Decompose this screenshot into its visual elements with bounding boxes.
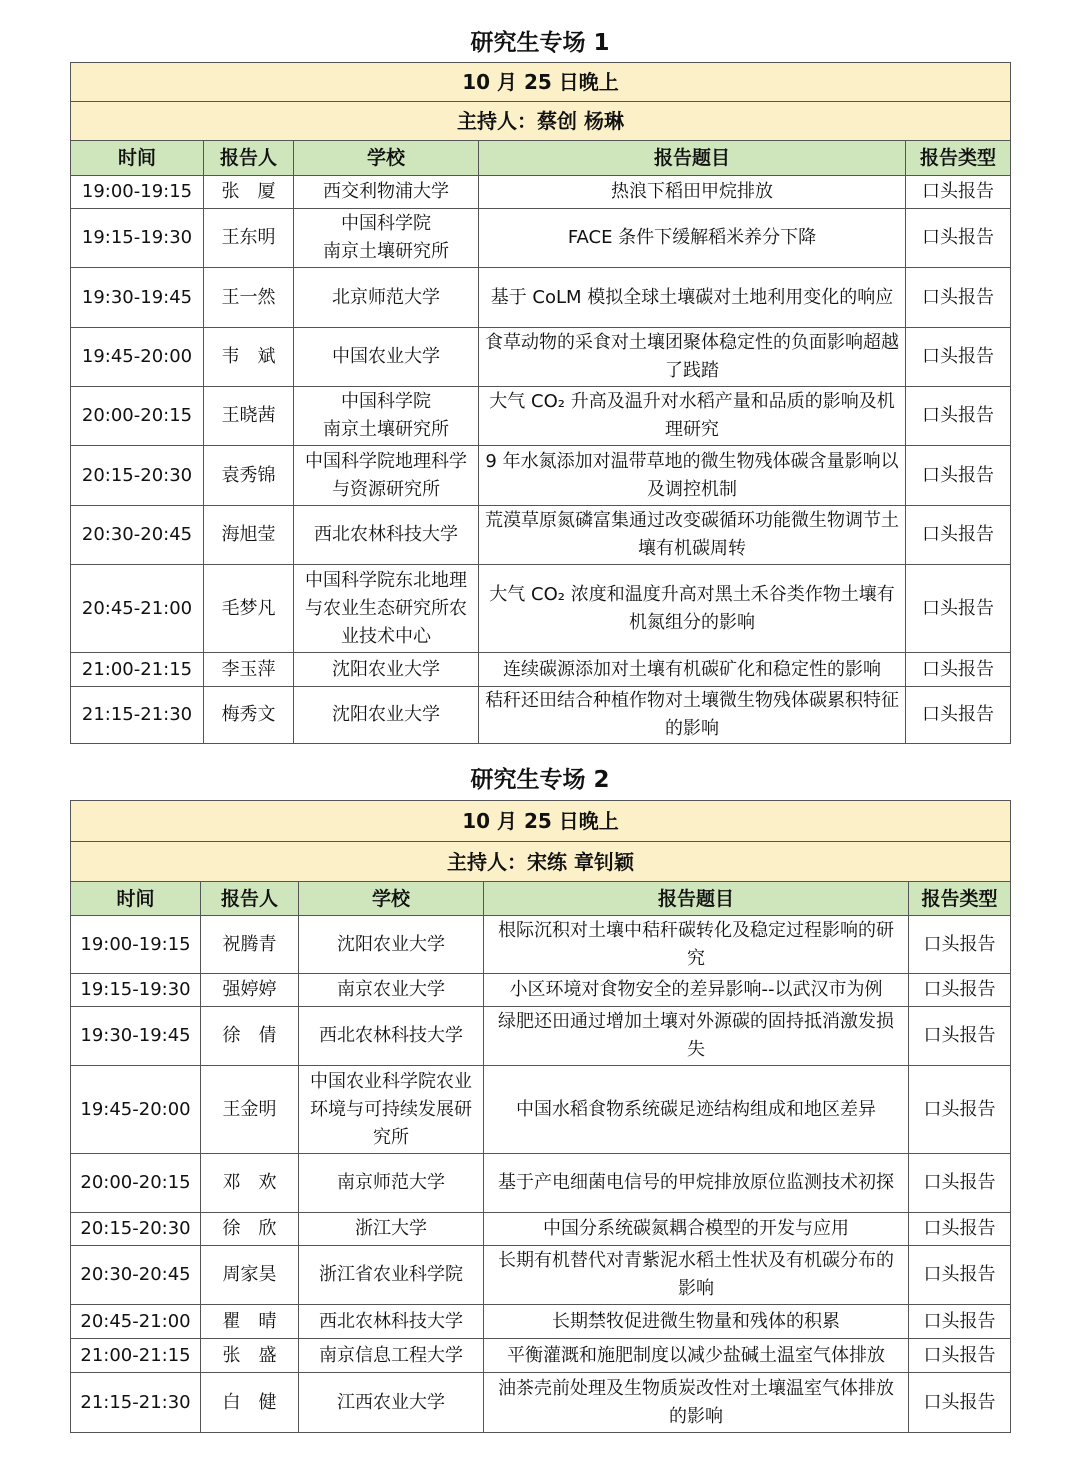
row-school: 中国科学院东北地理与农业生态研究所农业技术中心 — [294, 565, 479, 653]
row-topic: 平衡灌溉和施肥制度以减少盐碱土温室气体排放 — [484, 1339, 909, 1373]
row-topic: 绿肥还田通过增加土壤对外源碳的固持抵消激发损失 — [484, 1007, 909, 1066]
row-time: 20:30-20:45 — [71, 1246, 201, 1305]
table-row — [71, 446, 1011, 506]
row-speaker: 强婷婷 — [201, 974, 299, 1007]
row-topic: 秸秆还田结合种植作物对土壤微生物残体碳累积特征的影响 — [479, 687, 906, 744]
row-school: 南京师范大学 — [299, 1154, 484, 1213]
row-type: 口头报告 — [906, 506, 1011, 565]
row-time: 19:00-19:15 — [71, 176, 204, 209]
row-topic: 热浪下稻田甲烷排放 — [479, 176, 906, 209]
row-school: 中国科学院地理科学与资源研究所 — [294, 446, 479, 506]
table-row — [71, 1213, 1011, 1246]
row-speaker: 韦 斌 — [204, 328, 294, 387]
row-school: 南京信息工程大学 — [299, 1339, 484, 1373]
col-header-time: 时间 — [71, 882, 201, 916]
session-title: 研究生专场 2 — [470, 767, 610, 793]
row-topic: 中国分系统碳氮耦合模型的开发与应用 — [484, 1213, 909, 1246]
row-time: 20:15-20:30 — [71, 446, 204, 506]
row-speaker: 祝腾青 — [201, 916, 299, 974]
table-row — [71, 974, 1011, 1007]
row-type: 口头报告 — [906, 565, 1011, 653]
row-speaker: 王晓茜 — [204, 387, 294, 446]
row-time: 21:15-21:30 — [71, 1373, 201, 1433]
row-school: 北京师范大学 — [294, 268, 479, 328]
col-header-speaker: 报告人 — [204, 141, 294, 176]
row-type: 口头报告 — [909, 1339, 1011, 1373]
row-school: 浙江省农业科学院 — [299, 1246, 484, 1305]
row-topic: 小区环境对食物安全的差异影响--以武汉市为例 — [484, 974, 909, 1007]
row-topic: 长期有机替代对青紫泥水稻土性状及有机碳分布的影响 — [484, 1246, 909, 1305]
row-school: 浙江大学 — [299, 1213, 484, 1246]
schedule-table — [70, 62, 1011, 744]
session-date: 10 月 25 日晚上 — [71, 63, 1011, 102]
row-type: 口头报告 — [909, 916, 1011, 974]
row-topic: 连续碳源添加对土壤有机碳矿化和稳定性的影响 — [479, 653, 906, 687]
table-row — [71, 1373, 1011, 1433]
row-topic: 根际沉积对土壤中秸秆碳转化及稳定过程影响的研究 — [484, 916, 909, 974]
row-school: 中国农业大学 — [294, 328, 479, 387]
row-time: 21:15-21:30 — [71, 687, 204, 744]
table-row — [71, 1246, 1011, 1305]
table-row — [71, 268, 1011, 328]
row-speaker: 王一然 — [204, 268, 294, 328]
session-date: 10 月 25 日晚上 — [71, 801, 1011, 842]
row-speaker: 毛梦凡 — [204, 565, 294, 653]
row-topic: 大气 CO₂ 浓度和温度升高对黑土禾谷类作物土壤有机氮组分的影响 — [479, 565, 906, 653]
row-type: 口头报告 — [909, 1007, 1011, 1066]
row-time: 19:45-20:00 — [71, 328, 204, 387]
table-row — [71, 209, 1011, 268]
row-type: 口头报告 — [906, 268, 1011, 328]
session-host: 主持人：蔡创 杨琳 — [71, 102, 1011, 141]
row-topic: 9 年水氮添加对温带草地的微生物残体碳含量影响以及调控机制 — [479, 446, 906, 506]
row-school: 中国科学院 南京土壤研究所 — [294, 209, 479, 268]
table-row — [71, 1339, 1011, 1373]
table-row — [71, 1066, 1011, 1154]
col-header-school: 学校 — [294, 141, 479, 176]
row-type: 口头报告 — [906, 328, 1011, 387]
row-speaker: 王东明 — [204, 209, 294, 268]
row-type: 口头报告 — [906, 687, 1011, 744]
row-type: 口头报告 — [909, 1213, 1011, 1246]
row-time: 19:15-19:30 — [71, 974, 201, 1007]
row-school: 沈阳农业大学 — [294, 653, 479, 687]
row-speaker: 张 盛 — [201, 1339, 299, 1373]
row-speaker: 王金明 — [201, 1066, 299, 1154]
row-speaker: 周家昊 — [201, 1246, 299, 1305]
row-school: 西北农林科技大学 — [299, 1305, 484, 1339]
row-speaker: 徐 欣 — [201, 1213, 299, 1246]
row-type: 口头报告 — [909, 1373, 1011, 1433]
row-time: 19:15-19:30 — [71, 209, 204, 268]
row-time: 20:45-21:00 — [71, 1305, 201, 1339]
row-type: 口头报告 — [906, 387, 1011, 446]
table-row — [71, 176, 1011, 209]
row-school: 中国农业科学院农业环境与可持续发展研究所 — [299, 1066, 484, 1154]
row-speaker: 李玉萍 — [204, 653, 294, 687]
row-speaker: 海旭莹 — [204, 506, 294, 565]
row-topic: 荒漠草原氮磷富集通过改变碳循环功能微生物调节土壤有机碳周转 — [479, 506, 906, 565]
row-time: 20:00-20:15 — [71, 1154, 201, 1213]
table-row — [71, 565, 1011, 653]
row-topic: 长期禁牧促进微生物量和残体的积累 — [484, 1305, 909, 1339]
row-topic: 中国水稻食物系统碳足迹结构组成和地区差异 — [484, 1066, 909, 1154]
row-topic: 油茶壳前处理及生物质炭改性对土壤温室气体排放的影响 — [484, 1373, 909, 1433]
row-time: 19:30-19:45 — [71, 1007, 201, 1066]
col-header-speaker: 报告人 — [201, 882, 299, 916]
row-school: 沈阳农业大学 — [294, 687, 479, 744]
row-school: 西北农林科技大学 — [299, 1007, 484, 1066]
row-time: 19:00-19:15 — [71, 916, 201, 974]
row-type: 口头报告 — [906, 653, 1011, 687]
col-header-time: 时间 — [71, 141, 204, 176]
row-topic: 大气 CO₂ 升高及温升对水稻产量和品质的影响及机理研究 — [479, 387, 906, 446]
table-row — [71, 653, 1011, 687]
session-title: 研究生专场 1 — [470, 30, 610, 56]
row-type: 口头报告 — [909, 1154, 1011, 1213]
row-type: 口头报告 — [906, 176, 1011, 209]
row-speaker: 白 健 — [201, 1373, 299, 1433]
row-speaker: 瞿 晴 — [201, 1305, 299, 1339]
row-time: 20:15-20:30 — [71, 1213, 201, 1246]
row-speaker: 袁秀锦 — [204, 446, 294, 506]
row-type: 口头报告 — [909, 1305, 1011, 1339]
col-header-school: 学校 — [299, 882, 484, 916]
row-type: 口头报告 — [906, 209, 1011, 268]
table-row — [71, 1305, 1011, 1339]
table-row — [71, 387, 1011, 446]
row-topic: 基于 CoLM 模拟全球土壤碳对土地利用变化的响应 — [479, 268, 906, 328]
row-school: 西北农林科技大学 — [294, 506, 479, 565]
row-time: 21:00-21:15 — [71, 653, 204, 687]
schedule-table — [70, 800, 1011, 1433]
row-topic: FACE 条件下缓解稻米养分下降 — [479, 209, 906, 268]
row-type: 口头报告 — [909, 974, 1011, 1007]
row-time: 19:45-20:00 — [71, 1066, 201, 1154]
row-school: 南京农业大学 — [299, 974, 484, 1007]
row-speaker: 梅秀文 — [204, 687, 294, 744]
session-host: 主持人：宋练 章钊颖 — [71, 842, 1011, 882]
row-type: 口头报告 — [909, 1066, 1011, 1154]
table-row — [71, 1007, 1011, 1066]
row-school: 中国科学院 南京土壤研究所 — [294, 387, 479, 446]
table-row — [71, 1154, 1011, 1213]
row-topic: 基于产电细菌电信号的甲烷排放原位监测技术初探 — [484, 1154, 909, 1213]
col-header-topic: 报告题目 — [484, 882, 909, 916]
row-speaker: 邓 欢 — [201, 1154, 299, 1213]
row-topic: 食草动物的采食对土壤团聚体稳定性的负面影响超越了践踏 — [479, 328, 906, 387]
col-header-topic: 报告题目 — [479, 141, 906, 176]
row-time: 21:00-21:15 — [71, 1339, 201, 1373]
row-time: 20:00-20:15 — [71, 387, 204, 446]
col-header-type: 报告类型 — [906, 141, 1011, 176]
row-speaker: 张 厦 — [204, 176, 294, 209]
row-time: 20:45-21:00 — [71, 565, 204, 653]
table-row — [71, 328, 1011, 387]
table-row — [71, 687, 1011, 744]
row-time: 19:30-19:45 — [71, 268, 204, 328]
row-school: 江西农业大学 — [299, 1373, 484, 1433]
row-time: 20:30-20:45 — [71, 506, 204, 565]
row-school: 沈阳农业大学 — [299, 916, 484, 974]
row-type: 口头报告 — [906, 446, 1011, 506]
row-school: 西交利物浦大学 — [294, 176, 479, 209]
row-speaker: 徐 倩 — [201, 1007, 299, 1066]
table-row — [71, 506, 1011, 565]
col-header-type: 报告类型 — [909, 882, 1011, 916]
row-type: 口头报告 — [909, 1246, 1011, 1305]
table-row — [71, 916, 1011, 974]
